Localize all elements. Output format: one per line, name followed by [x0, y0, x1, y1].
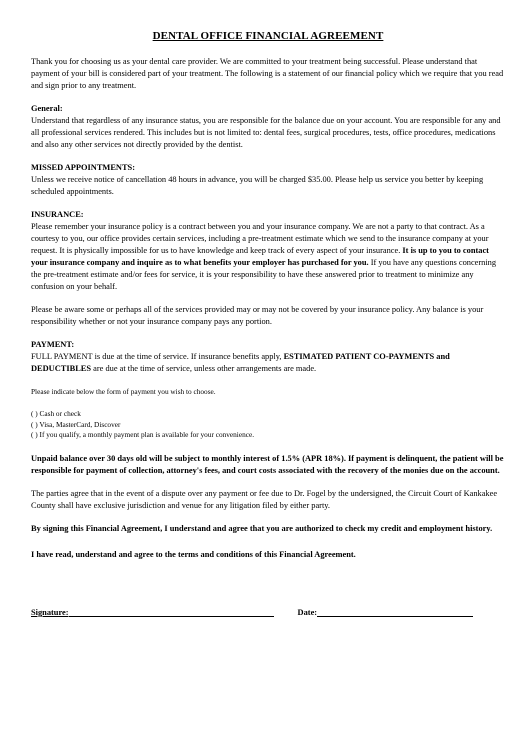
agree-paragraph — [31, 549, 505, 561]
date-line[interactable] — [317, 606, 473, 617]
payment-paragraph — [31, 351, 505, 375]
insurance-paragraph — [31, 221, 505, 293]
payment-text-b: are due at the time of service, unless other arrangements are made. — [91, 364, 317, 373]
page-title: DENTAL OFFICE FINANCIAL AGREEMENT — [152, 30, 384, 42]
payment-text-bold: ESTIMATED PATIENT CO-PAYMENTS and DEDUCTIBLES — [31, 352, 450, 373]
insurance-heading: INSURANCE: — [31, 210, 84, 219]
insurance-text-a: Please remember your insurance policy is a contract between you and your insurance company. We are not a party to that contract. As a courtesy to you, our office provides certain services, including a pre-treatment estimate which we send to the insurance company at your request. It is physically impossible for us to have knowledge and keep track of every aspect of your insurance. — [31, 222, 489, 255]
insurance-text-bold: It is up to you to contact your insurance company and inquire as to what benefits your employer has purchased for you. — [31, 246, 489, 267]
payment-text-a: FULL PAYMENT is due at the time of service. If insurance benefits apply, — [31, 352, 284, 361]
unpaid-balance-text: Unpaid balance over 30 days old will be subject to monthly interest of 1.5% (APR 18%). If payment is delinquent, the patient will be responsible for payment of collection, attorney's fees, and court costs associated with the recovery of the monies due on the account. — [31, 453, 504, 475]
missed-appointments-heading: MISSED APPOINTMENTS: — [31, 163, 136, 172]
agree-text: I have read, understand and agree to the terms and conditions of this Financial Agreement. — [31, 549, 356, 559]
dispute-paragraph: The parties agree that in the event of a dispute over any payment or fee due to Dr. Fogel by the undersigned, the Circuit Court of Kankakee County shall have exclusive jurisdiction and venue for any litigation filed by either party. — [31, 488, 498, 510]
general-paragraph: Understand that regardless of any insurance status, you are responsible for the balance due on your account. You are responsible for any and all professional services rendered. This includes but is not limited to: dental fees, surgical procedures, tests, office procedures, medications and also any other services not directly provided by the dentist. — [31, 116, 501, 149]
insurance-paragraph-2: Please be aware some or perhaps all of the services provided may or may not be covered by your insurance policy. Any balance is your responsibility whether or not your insurance company pays any portion. — [31, 305, 484, 326]
payment-option-card[interactable]: ( ) Visa, MasterCard, Discover — [31, 419, 121, 429]
signature-line[interactable] — [69, 606, 274, 617]
authorize-paragraph — [31, 523, 505, 535]
payment-indicate-text: Please indicate below the form of payment you wish to choose. — [31, 387, 216, 396]
agreement-page — [31, 26, 505, 561]
authorize-text: By signing this Financial Agreement, I understand and agree that you are authorized to check my credit and employment history. — [31, 523, 493, 533]
date-label: Date: — [297, 608, 318, 617]
payment-option-plan[interactable]: ( ) If you qualify, a monthly payment plan is available for your convenience. — [31, 430, 255, 439]
general-heading: General: — [31, 104, 63, 113]
payment-options-list — [31, 409, 505, 441]
signature-label: Signature: — [31, 608, 69, 617]
intro-paragraph: Thank you for choosing us as your dental care provider. We are committed to your treatment being successful. Please understand that payment of your bill is considered part of your treatment. The following is a statement of our financial policy which we require that you read and sign prior to any treatment. — [31, 57, 504, 90]
payment-option-cash[interactable]: ( ) Cash or check — [31, 409, 81, 418]
missed-appointments-paragraph: Unless we receive notice of cancellation 48 hours in advance, you will be charged $35.00. Please help us service you better by keeping scheduled appointments. — [31, 175, 484, 196]
insurance-text-b: If you have any questions concerning the pre-treatment estimate and/or fees for service, it is your responsibility to have these answered prior to treatment to minimize any confusion on your behalf. — [31, 258, 497, 291]
payment-heading: PAYMENT: — [31, 340, 75, 349]
signature-row — [31, 606, 505, 617]
unpaid-balance-paragraph — [31, 453, 505, 477]
